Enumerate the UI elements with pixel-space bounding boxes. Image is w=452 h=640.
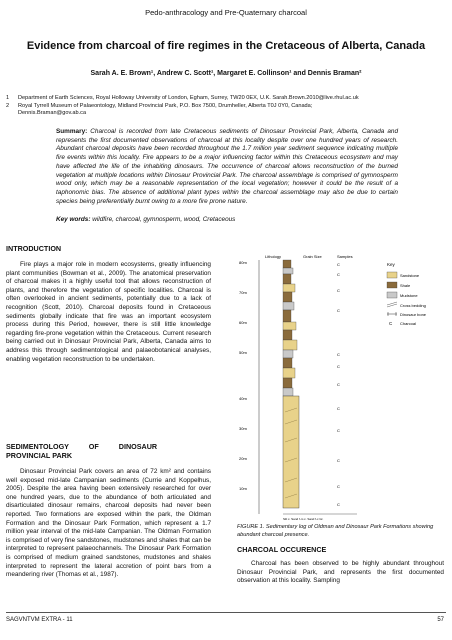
shale-bed — [283, 358, 292, 368]
sandstone-bed — [283, 368, 295, 378]
affiliation-text: Royal Tyrrell Museum of Palaeontology, Midland Provincial Park, P.O. Box 7500, Drumheller, Alberta T0J 0Y0, Canada; — [18, 103, 313, 109]
key-label: Dinosaur bone — [400, 312, 427, 317]
charcoal-text: Charcoal has been observed to be highly abundant throughout Dinosaur Provincial Park, and represents the first documented observation at this locality. Sampling — [237, 560, 444, 585]
key-title: Key — [387, 262, 395, 267]
sedimentary-log-figure — [237, 252, 443, 522]
shale-bed — [283, 260, 291, 268]
running-head: Pedo-anthracology and Pre-Quaternary charcoal — [145, 8, 307, 17]
mudstone-bed — [283, 388, 293, 396]
charcoal-marker: C — [337, 406, 340, 411]
sandstone-bed — [283, 284, 295, 292]
key-label: Cross bedding — [400, 303, 426, 308]
introduction-section — [6, 244, 211, 364]
paper-title: Evidence from charcoal of fire regimes in the Cretaceous of Alberta, Canada — [26, 40, 426, 52]
mudstone-bed — [283, 350, 293, 358]
introduction-heading: INTRODUCTION — [6, 244, 62, 253]
charcoal-heading: CHARCOAL OCCURENCE — [237, 545, 327, 554]
key-label: Charcoal — [400, 321, 417, 326]
depth-label: 50m — [239, 350, 247, 355]
sedimentology-heading-line2: PROVINCIAL PARK — [6, 451, 73, 460]
grain-size-labels: Silt c. Sand f-m c. Sand f-c Gr. — [283, 517, 324, 521]
summary-block — [56, 128, 398, 206]
mudstone-bed — [283, 268, 293, 274]
charcoal-marker: C — [337, 364, 340, 369]
affiliation-text: Department of Earth Sciences, Royal Holloway University of London, Egham, Surrey, TW20 0EX, U.K. Sarah.Brown.2010@live.rhul.ac.uk — [18, 95, 359, 101]
key-swatch-mudstone — [387, 292, 397, 298]
depth-label: 40m — [239, 396, 247, 401]
charcoal-marker: C — [337, 272, 340, 277]
keywords-label: Key words: — [56, 216, 91, 223]
key-swatch-shale — [387, 282, 397, 288]
charcoal-marker: C — [337, 428, 340, 433]
charcoal-marker: C — [337, 352, 340, 357]
col-head-grain-size: Grain Size — [303, 254, 322, 259]
page-number: 57 — [437, 617, 444, 623]
footer-rule — [6, 612, 446, 613]
col-head-samples: Samples — [337, 254, 353, 259]
keywords-line — [56, 216, 398, 223]
affiliation-2 — [6, 102, 446, 110]
charcoal-marker: C — [337, 262, 340, 267]
key-swatch-charcoal: C — [389, 321, 393, 326]
shale-bed — [283, 378, 292, 388]
affiliation-number: 1 — [6, 95, 10, 101]
shale-bed — [283, 330, 292, 340]
mudstone-bed — [283, 302, 294, 310]
key-label: Mudstone — [400, 293, 418, 298]
col-head-lithology: Lithology — [265, 254, 282, 259]
key-label: Shale — [400, 283, 411, 288]
sandstone-bed — [283, 340, 297, 350]
charcoal-marker: C — [337, 288, 340, 293]
charcoal-marker: C — [337, 308, 340, 313]
introduction-text: Fire plays a major role in modern ecosystems, greatly influencing plant communities (Bowman et al., 2009). The anatomical preservation of charcoal makes it a highly useful tool that allows reconstruction of plants, and therefore the vegetation of specific localities. Charcoal is often overlooked in ancient sediments, potentially due to a lack of recognition (Scott, 2010). Charcoal deposits found in Cretaceous sediments globally indicate that fire was an important ecosystem process during this Period, however, there is still little knowledge regarding fire-prone vegetation within the Cretaceous. Current research being carried out in Dinosaur Provincial Park, Alberta, Canada aims to address this through sedimentological and palaeobotanical analyses, enabling vegetation reconstruction to be undertaken. — [6, 261, 211, 363]
depth-label: 70m — [239, 290, 247, 295]
depth-label: 10m — [239, 486, 247, 491]
affiliation-email: Dennis.Braman@gov.ab.ca — [18, 110, 87, 116]
sandstone-bed — [283, 396, 299, 508]
charcoal-marker: C — [337, 382, 340, 387]
journal-footer: SAGVNTVM EXTRA - 11 — [6, 617, 73, 623]
figure-caption: FIGURE 1. Sedimentary log of Oldman and Dinosaur Park Formations showing abundant charcoal presence. — [237, 524, 434, 538]
charcoal-marker: C — [337, 484, 340, 489]
shale-bed — [283, 274, 291, 284]
sedimentology-text: Dinosaur Provincial Park covers an area of 72 km² and contains well exposed mid-late Campanian sediments (Currie and Koppelhus, 2005). Despite the area having been extensively researched for over one hundred years, due to the abundance of both articulated and disarticulated dinosaur remains, charcoal deposits had never been reported. Two formations are exposed within the park, the Oldman Formation and the Dinosaur Park Formation, which represent a 1.7 million year interval of the mid-late Campanian. The Oldman Formation is comprised of very fine sandstones, mudstones and shales that can be interpreted to represent palaeochannels. The Dinosaur Park Formation is comprised of medium grained sandstones, mudstones and shales interpreted to represent the lateral accretion of point bars from a meandering river (Thomas et al., 1987). — [6, 468, 211, 579]
author-list: Sarah A. E. Brown¹, Andrew C. Scott¹, Margaret E. Collinson¹ and Dennis Braman² — [90, 70, 362, 77]
key-label: Sandstone — [400, 273, 420, 278]
summary-label: Summary: — [56, 128, 88, 135]
sandstone-bed — [283, 322, 296, 330]
depth-label: 80m — [239, 260, 247, 265]
charcoal-marker: C — [337, 502, 340, 507]
keywords-text: wildfire, charcoal, gymnosperm, wood, Cretaceous — [92, 216, 236, 223]
charcoal-marker: C — [337, 458, 340, 463]
depth-label: 30m — [239, 426, 247, 431]
shale-bed — [283, 310, 291, 322]
summary-text: Charcoal is recorded from late Cretaceous sediments of Dinosaur Provincial Park, Alberta, Canada and represents the first documented observations of charcoal at this locality despite over one hundred years of research. Abundant charcoal deposits have been recorded throughout the 1.7 million year sediment sequence indicating multiple fire events within this locality. Fire appears to be a major influencing factor within this Cretaceous ecosystem and may have affected the life of the inhabiting dinosaurs. The occurrence of charcoal allows reconstruction of the burned vegetation at multiple locations within Dinosaur Provincial Park. The charcoal assemblage is comprised of gymnosperm wood only, which may be a reasonable representation of the local vegetation; however it could be the result of a taphonomic bias. The absence of additional plant types within the charcoal assemblage may also be due to certain species being preferentially burnt owing to a more fire prone nature. — [56, 128, 398, 205]
depth-label: 60m — [239, 320, 247, 325]
sedimentology-heading-line1: SEDIMENTOLOGY OF DINOSAUR — [6, 442, 158, 451]
affiliation-1 — [6, 94, 446, 102]
affiliation-number: 2 — [6, 103, 10, 109]
key-swatch-sandstone — [387, 272, 397, 278]
depth-label: 20m — [239, 456, 247, 461]
sedimentology-section — [6, 442, 211, 580]
shale-bed — [283, 292, 292, 302]
dinosaur-park-sandstone — [283, 396, 299, 508]
